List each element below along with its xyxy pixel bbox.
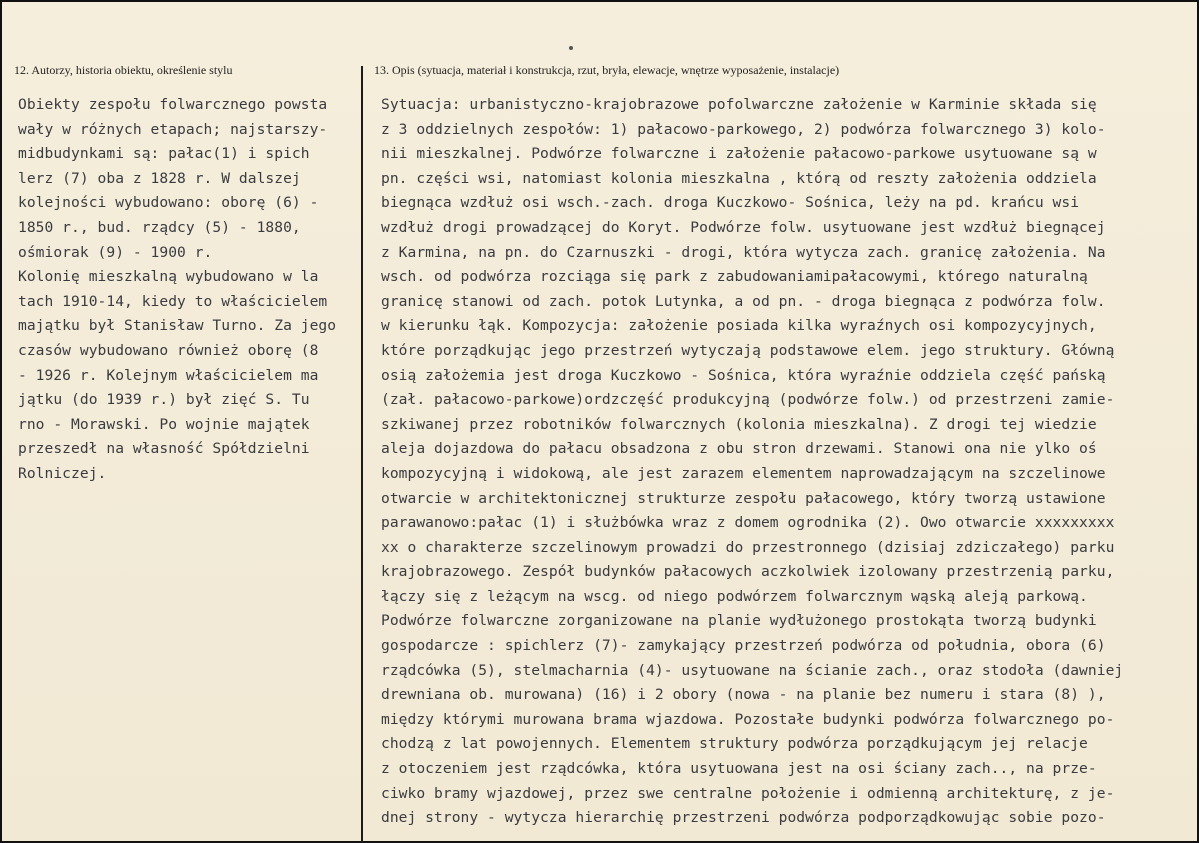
text-line: pn. części wsi, natomiast kolonia mieszkalna , którą od reszty założenia oddziela xyxy=(381,169,1097,187)
text-line: krajobrazowego. Zespół budynków pałacowych aczkolwiek izolowany przestrzenią parku, xyxy=(381,563,1115,581)
text-line: dnej strony - wytycza hierarchię przestrzeni podwórza podporządkowując sobie pozo- xyxy=(381,809,1106,827)
text-line: - 1926 r. Kolejnym właścicielem ma xyxy=(18,366,319,384)
text-line: aleja dojazdowa do pałacu obsadzona z obu stron drzewami. Stanowi ona nie ylko oś xyxy=(381,440,1097,458)
text-line: między którymi murowana brama wjazdowa. Pozostałe budynki podwórza folwarcznego po- xyxy=(381,710,1115,728)
text-line: przeszedł na własność Spółdzielni xyxy=(18,440,310,458)
text-line: tach 1910-14, kiedy to właścicielem xyxy=(18,292,328,310)
description-text-column xyxy=(381,93,1195,831)
text-line: parawanowo:pałac (1) i służbówka wraz z domem ogrodnika (2). Owo otwarcie xxxxxxxxx xyxy=(381,514,1115,532)
text-line: czasów wybudowano również oborę (8 xyxy=(18,341,319,359)
text-line: (zał. pałacowo-parkowe)ordzczęść produkcyjną (podwórze folw.) od przestrzeni zamie- xyxy=(381,391,1115,409)
text-line: majątku był Stanisław Turno. Za jego xyxy=(18,317,337,335)
text-line: kolejności wybudowano: oborę (6) - xyxy=(18,194,319,212)
text-line: z Karmina, na pn. do Czarnuszki - drogi, która wytycza zach. granicę założenia. Na xyxy=(381,243,1106,261)
text-line: kompozycyjną i widokową, ale jest zarazem elementem naprowadzającym na szczelinowe xyxy=(381,464,1106,482)
text-line: Obiekty zespołu folwarcznego powsta xyxy=(18,96,328,113)
text-line: ośmiorak (9) - 1900 r. xyxy=(18,243,213,261)
text-line: otwarcie w architektonicznej strukturze zespołu pałacowego, który tworzą ustawione xyxy=(381,489,1106,507)
text-line: szkiwanej przez robotników folwarcznych (kolonia mieszkalna). Z drogi tej wiedzie xyxy=(381,415,1097,433)
text-line: Kolonię mieszkalną wybudowano w la xyxy=(18,268,319,286)
text-line: lerz (7) oba z 1828 r. W dalszej xyxy=(18,169,301,187)
text-line: osią założemia jest droga Kuczkowo - Sośnica, która wyraźnie oddziela część pańską xyxy=(381,366,1106,384)
section-13-header: 13. Opis (sytuacja, materiał i konstrukcja, rzut, bryła, elewacje, wnętrze wyposażenie, instalacje) xyxy=(374,63,840,77)
section-12-header: 12. Autorzy, historia obiektu, określenie stylu xyxy=(14,63,233,77)
text-line: biegnąca wzdłuż osi wsch.-zach. droga Kuczkowo- Sośnica, leży na pd. krańcu wsi xyxy=(381,194,1080,212)
text-line: z otoczeniem jest rządcówka, która usytuowana jest na osi ściany zach.., na prze- xyxy=(381,760,1097,778)
text-line: wały w różnych etapach; najstarszy- xyxy=(18,120,328,138)
text-line: rno - Morawski. Po wojnie majątek xyxy=(18,415,310,433)
text-line: gospodarcze : spichlerz (7)- zamykający przestrzeń podwórza od południa, obora (6) xyxy=(381,637,1106,655)
text-line: drewniana ob. murowana) (16) i 2 obory (nowa - na planie bez numeru i stara (8) ), xyxy=(381,686,1106,704)
text-line: nii mieszkalnej. Podwórze folwarczne i założenie pałacowo-parkowe usytuowane są w xyxy=(381,145,1097,163)
text-line: xx o charakterze szczelinowym prowadzi do przestronnego (dzisiaj zdziczałego) parku xyxy=(381,538,1115,556)
ink-dot xyxy=(569,46,573,50)
text-line: jątku (do 1939 r.) był zięć S. Tu xyxy=(18,391,310,409)
text-line: które porządkując jego przestrzeń wytyczają podstawowe elem. jego struktury. Główną xyxy=(381,341,1115,359)
text-line: 1850 r., bud. rządcy (5) - 1880, xyxy=(18,218,301,236)
text-line: łączy się z leżącym na wscg. od niego podwórzem folwarcznym wąską aleją parkową. xyxy=(381,587,1088,605)
text-line: midbudynkami są: pałac(1) i spich xyxy=(18,145,310,163)
text-line: wzdłuż drogi prowadzącej do Koryt. Podwórze folw. usytuowane jest wzdłuż biegnącej xyxy=(381,218,1106,236)
text-line: Sytuacja: urbanistyczno-krajobrazowe pofolwarczne założenie w Karminie składa się xyxy=(381,96,1097,113)
text-line: w kierunku łąk. Kompozycja: założenie posiada kilka wyraźnych osi kompozycyjnych, xyxy=(381,317,1097,335)
text-line: wsch. od podwórza rozciąga się park z zabudowaniamipałacowymi, którego naturalną xyxy=(381,268,1088,286)
history-text-column xyxy=(18,93,362,487)
text-line: ciwko bramy wjazdowej, przez swe centralne położenie i odmienną architekturę, z je- xyxy=(381,784,1115,802)
text-line: rządcówka (5), stelmacharnia (4)- usytuowane na ścianie zach., oraz stodoła (dawniej xyxy=(381,661,1124,679)
text-line: z 3 oddzielnych zespołów: 1) pałacowo-parkowego, 2) podwórza folwarcznego 3) kolo- xyxy=(381,120,1106,138)
text-line: Rolniczej. xyxy=(18,464,107,482)
text-line: Podwórze folwarczne zorganizowane na planie wydłużonego prostokąta tworzą budynki xyxy=(381,612,1097,630)
text-line: chodzą z lat powojennych. Elementem struktury podwórza porządkującym jej relacje xyxy=(381,735,1088,753)
text-line: granicę stanowi od zach. potok Lutynka, a od pn. - droga biegnąca z podwórza folw. xyxy=(381,292,1106,310)
